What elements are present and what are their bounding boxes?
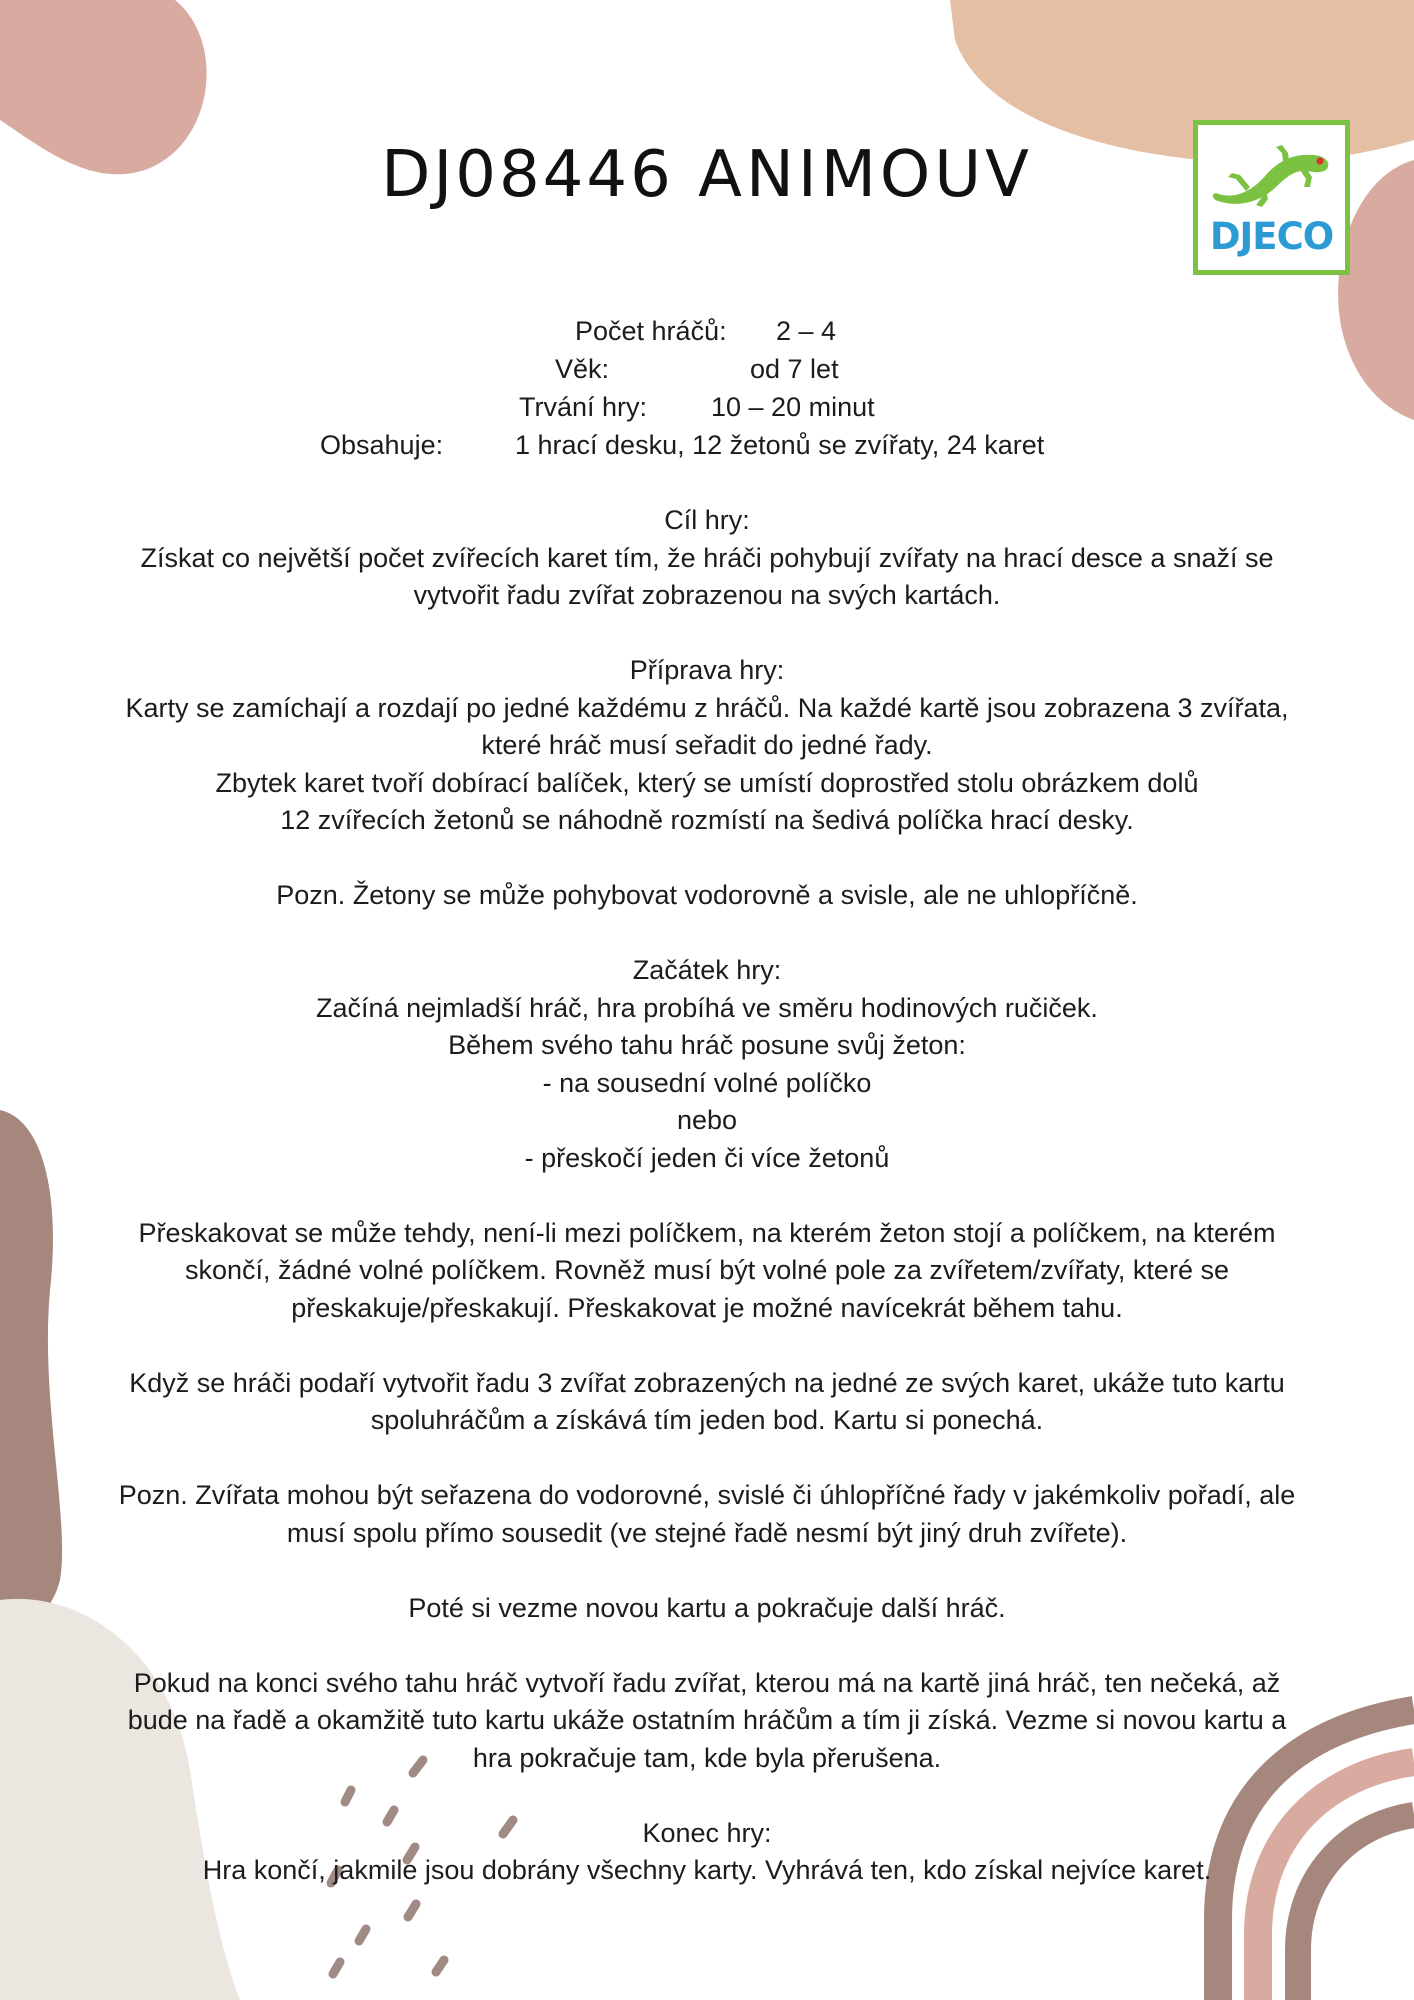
text-line: nebo bbox=[676, 1105, 738, 1135]
text-line: Během svého tahu hráč posune svůj žeton: bbox=[448, 1030, 966, 1060]
title-code: DJ08446 bbox=[381, 138, 674, 212]
text-line: Hra končí, jakmile jsou dobrány všechny karty. Vyhrává ten, kdo získal nejvíce karet. bbox=[202, 1855, 1212, 1885]
text-line: Zbytek karet tvoří dobírací balíček, který se umístí doprostřed stolu obrázkem dolů bbox=[215, 767, 1199, 798]
section-heading-prep: Příprava hry: bbox=[629, 655, 785, 685]
note-line: Pozn. Žetony se může pohybovat vodorovně a svisle, ale ne uhlopříčně. bbox=[276, 880, 1138, 910]
section-heading-end: Konec hry: bbox=[642, 1817, 772, 1848]
logo-text: DJECO bbox=[1209, 215, 1334, 258]
text-line: Když se hráči podaří vytvořit řadu 3 zvířat zobrazených na jedné ze svých karet, ukáže tuto kartu bbox=[129, 1367, 1285, 1398]
section-heading-start: Začátek hry: bbox=[632, 955, 782, 985]
text-line: spoluhráčům a získává tím jeden bod. Kartu si ponechá. bbox=[370, 1405, 1044, 1435]
text-line: 12 zvířecích žetonů se náhodně rozmístí na šedivá políčka hrací desky. bbox=[280, 805, 1134, 835]
title-name: ANIMOUV bbox=[698, 138, 1033, 212]
info-label: Obsahuje: bbox=[320, 430, 444, 460]
text-line: hra pokračuje tam, kde byla přerušena. bbox=[472, 1742, 942, 1773]
info-value: 2 – 4 bbox=[776, 316, 837, 346]
game-info bbox=[0, 312, 1414, 464]
info-value: 10 – 20 minut bbox=[711, 392, 875, 422]
info-row-contents bbox=[0, 426, 1414, 464]
text-line: Pokud na konci svého tahu hráč vytvoří řadu zvířat, kterou má na kartě jiná hráč, ten nečeká, až bbox=[133, 1667, 1281, 1698]
info-label: Věk: bbox=[555, 354, 610, 384]
info-row-players bbox=[0, 312, 1414, 350]
info-row-duration bbox=[0, 388, 1414, 426]
text-line: bude na řadě a okamžitě tuto kartu ukáže ostatním hráčům a tím ji získá. Vezme si novou kartu a bbox=[127, 1705, 1287, 1735]
text-line: které hráč musí seřadit do jedné řady. bbox=[481, 730, 933, 760]
text-line: - přeskočí jeden či více žetonů bbox=[524, 1142, 890, 1173]
info-label: Trvání hry: bbox=[519, 392, 648, 422]
text-line: Získat co největší počet zvířecích karet tím, že hráči pohybují zvířaty na hrací desce a snaží se bbox=[140, 542, 1274, 573]
note-line: musí spolu přímo sousedit (ve stejné řadě nesmí být jiný druh zvířete). bbox=[286, 1517, 1128, 1548]
text-line: Přeskakovat se může tehdy, není-li mezi políčkem, na kterém žeton stojí a políčkem, na kterém bbox=[138, 1217, 1276, 1248]
text-line: - na sousední volné políčko bbox=[542, 1067, 872, 1098]
text-line: vytvořit řadu zvířat zobrazenou na svých kartách. bbox=[413, 580, 1001, 610]
note-line: Pozn. Zvířata mohou být seřazena do vodorovné, svislé či úhlopříčné řady v jakémkoliv pořadí, ale bbox=[118, 1480, 1296, 1510]
info-value: od 7 let bbox=[750, 354, 839, 384]
text-line: přeskakuje/přeskakují. Přeskakovat je možné navícekrát během tahu. bbox=[291, 1292, 1123, 1323]
info-value: 1 hrací desku, 12 žetonů se zvířaty, 24 karet bbox=[515, 430, 1045, 460]
text-line: skončí, žádné volné políčkem. Rovněž musí být volné pole za zvířetem/zvířaty, které se bbox=[185, 1255, 1229, 1285]
info-row-age bbox=[0, 350, 1414, 388]
text-line: Začíná nejmladší hráč, hra probíhá ve směru hodinových ručiček. bbox=[316, 992, 1098, 1023]
info-label: Počet hráčů: bbox=[575, 316, 727, 346]
djeco-logo bbox=[1193, 120, 1350, 275]
text-line: Karty se zamíchají a rozdají po jedné každému z hráčů. Na každé kartě jsou zobrazena 3 zvířata, bbox=[125, 692, 1289, 723]
rules-text bbox=[30, 502, 1384, 1890]
gecko-icon bbox=[1206, 131, 1336, 213]
section-heading-goal: Cíl hry: bbox=[664, 505, 750, 535]
text-line: Poté si vezme novou kartu a pokračuje další hráč. bbox=[408, 1592, 1006, 1623]
